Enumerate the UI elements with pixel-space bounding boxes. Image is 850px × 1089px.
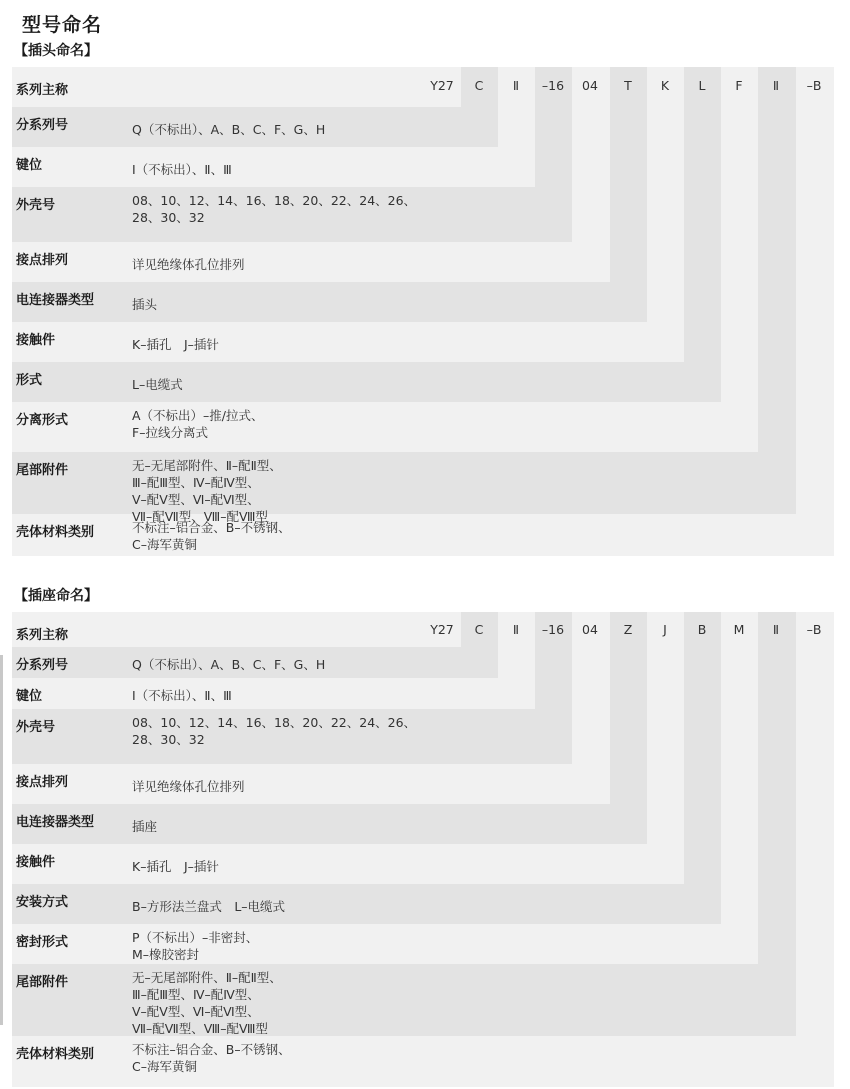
row-label: 分系列号 xyxy=(16,658,69,673)
row-band xyxy=(12,924,759,964)
row-value: 详见绝缘体孔位排列 xyxy=(132,256,245,272)
row-value: 08、10、12、14、16、18、20、22、24、26、 28、30、32 xyxy=(132,715,417,747)
row-band xyxy=(12,964,796,1036)
row-band xyxy=(12,402,759,452)
row-label: 外壳号 xyxy=(16,720,56,735)
code-column-band xyxy=(684,612,722,924)
row-band xyxy=(12,147,536,187)
row-label: 系列主称 xyxy=(16,83,69,98)
code-column-band xyxy=(610,67,648,322)
code-segment: F xyxy=(735,78,743,93)
code-column-band xyxy=(647,67,685,362)
code-column-band xyxy=(758,67,796,514)
code-column-band xyxy=(572,612,610,804)
row-label: 接触件 xyxy=(16,333,56,348)
code-column-band xyxy=(610,612,648,844)
sidebar-strip xyxy=(0,655,3,1025)
row-value: 不标注–铝合金、B–不锈钢、 C–海军黄铜 xyxy=(132,1042,291,1074)
row-value: 无–无尾部附件、Ⅱ–配Ⅱ型、 Ⅲ–配Ⅲ型、Ⅳ–配Ⅳ型、 Ⅴ–配Ⅴ型、Ⅵ–配Ⅵ型、 Ⅶ–配Ⅶ型、Ⅷ–配Ⅷ型 xyxy=(132,970,282,1036)
row-value: 无–无尾部附件、Ⅱ–配Ⅱ型、 Ⅲ–配Ⅲ型、Ⅳ–配Ⅳ型、 Ⅴ–配Ⅴ型、Ⅵ–配Ⅵ型、 Ⅶ–配Ⅶ型、Ⅷ–配Ⅷ型 xyxy=(132,458,282,524)
row-value: K–插孔 J–插针 xyxy=(132,336,219,352)
row-label: 接触件 xyxy=(16,855,56,870)
row-label: 电连接器类型 xyxy=(16,815,95,830)
row-label: 壳体材料类别 xyxy=(16,525,95,540)
plug-naming-diagram xyxy=(12,67,834,562)
row-band xyxy=(12,362,722,402)
row-band xyxy=(12,764,610,804)
code-segment: Y27 xyxy=(430,78,454,93)
row-label: 系列主称 xyxy=(16,628,69,643)
row-band xyxy=(12,884,722,924)
code-segment: 04 xyxy=(582,78,598,93)
row-value: Ⅰ（不标出）、Ⅱ、Ⅲ xyxy=(132,161,232,177)
code-column-band xyxy=(758,612,796,1036)
row-label: 键位 xyxy=(16,689,43,704)
row-label: 安装方式 xyxy=(16,895,69,910)
row-band xyxy=(12,242,610,282)
code-segment: –16 xyxy=(541,622,565,637)
code-column-band xyxy=(535,67,573,242)
code-segment: Ⅱ xyxy=(772,622,780,637)
row-value: K–插孔 J–插针 xyxy=(132,858,219,874)
code-segment: –B xyxy=(806,78,822,93)
row-value: P（不标出）–非密封、 M–橡胶密封 xyxy=(132,930,259,962)
row-band xyxy=(12,282,648,322)
socket-naming-diagram xyxy=(12,612,834,1080)
row-value: Q（不标出）、A、B、C、F、G、H xyxy=(132,121,326,137)
code-segment: Y27 xyxy=(430,622,454,637)
code-segment: 04 xyxy=(582,622,598,637)
row-value: B–方形法兰盘式 L–电缆式 xyxy=(132,898,286,914)
code-segment: Ⅱ xyxy=(512,622,520,637)
row-label: 密封形式 xyxy=(16,935,69,950)
plug-section-title: 【插头命名】 xyxy=(14,43,98,59)
code-column-band xyxy=(796,67,834,556)
code-column-band xyxy=(684,67,722,402)
code-segment: Ⅱ xyxy=(512,78,520,93)
code-segment: –B xyxy=(806,622,822,637)
row-label: 尾部附件 xyxy=(16,975,69,990)
row-value: L–电缆式 xyxy=(132,376,183,392)
row-band xyxy=(12,804,648,844)
code-segment: L xyxy=(698,78,706,93)
row-label: 键位 xyxy=(16,158,43,173)
row-value: Ⅰ（不标出）、Ⅱ、Ⅲ xyxy=(132,688,232,703)
row-value: 详见绝缘体孔位排列 xyxy=(132,778,245,794)
code-segment: Ⅱ xyxy=(772,78,780,93)
code-segment: M xyxy=(733,622,745,637)
row-label: 接点排列 xyxy=(16,775,69,790)
socket-section-title: 【插座命名】 xyxy=(14,588,98,604)
row-band xyxy=(12,322,685,362)
code-column-band xyxy=(647,612,685,884)
row-value: A（不标出）–推/拉式、 F–拉线分离式 xyxy=(132,408,264,440)
code-segment: K xyxy=(660,78,670,93)
row-label: 电连接器类型 xyxy=(16,293,95,308)
row-value: Q（不标出）、A、B、C、F、G、H xyxy=(132,657,326,672)
row-band xyxy=(12,844,685,884)
code-column-band xyxy=(796,612,834,1087)
row-value: 插头 xyxy=(132,296,158,312)
code-segment: J xyxy=(663,622,667,637)
row-value: 插座 xyxy=(132,818,158,834)
row-band xyxy=(12,678,536,709)
row-label: 接点排列 xyxy=(16,253,69,268)
code-segment: B xyxy=(697,622,707,637)
row-label: 外壳号 xyxy=(16,198,56,213)
row-label: 分离形式 xyxy=(16,413,69,428)
row-label: 壳体材料类别 xyxy=(16,1047,95,1062)
code-segment: Z xyxy=(623,622,633,637)
code-segment: C xyxy=(474,622,484,637)
code-segment: C xyxy=(474,78,484,93)
row-label: 形式 xyxy=(16,373,43,388)
row-band xyxy=(12,452,796,514)
row-label: 分系列号 xyxy=(16,118,69,133)
code-column-band xyxy=(721,67,759,452)
row-label: 尾部附件 xyxy=(16,463,69,478)
row-value: 08、10、12、14、16、18、20、22、24、26、 28、30、32 xyxy=(132,193,417,225)
code-column-band xyxy=(572,67,610,282)
row-value: 不标注–铝合金、B–不锈钢、 C–海军黄铜 xyxy=(132,520,291,552)
code-segment: –16 xyxy=(541,78,565,93)
code-segment: T xyxy=(624,78,632,93)
code-column-band xyxy=(721,612,759,964)
page-title: 型号命名 xyxy=(22,14,103,36)
